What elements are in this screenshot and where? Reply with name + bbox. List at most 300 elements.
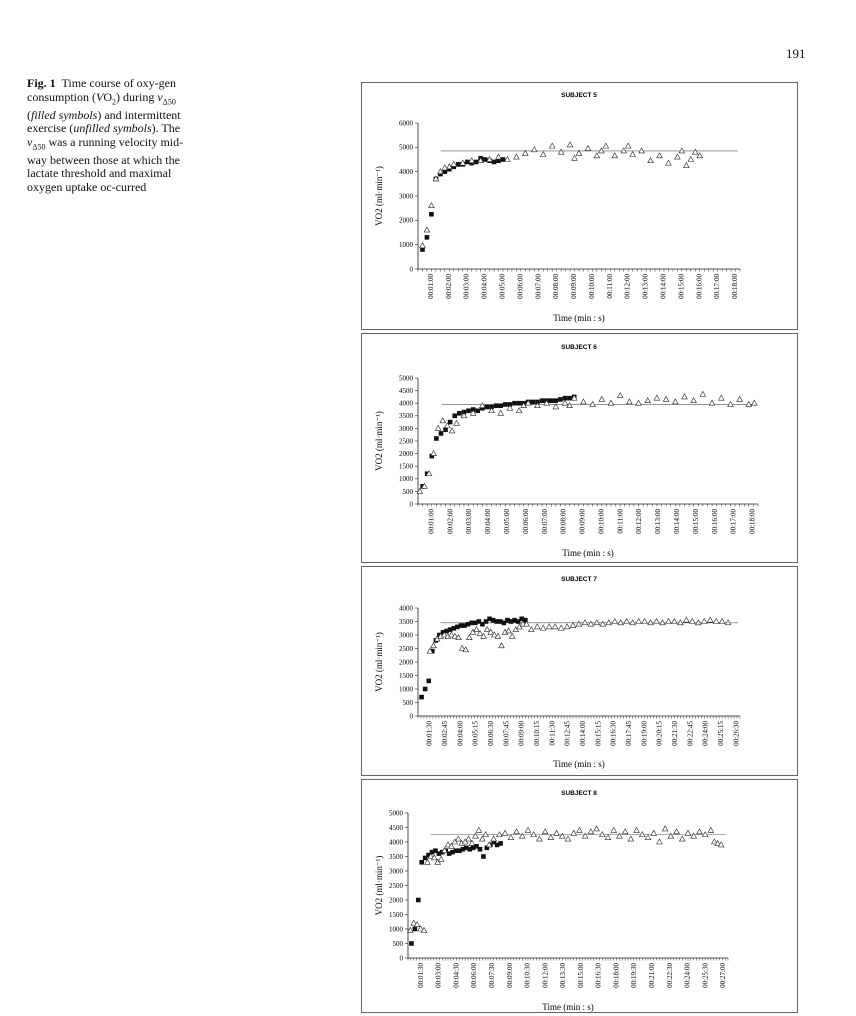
data-point-open — [502, 830, 508, 835]
x-tick-label: 00:21:00 — [648, 963, 656, 988]
data-point-open — [645, 835, 651, 840]
data-point-open — [528, 627, 534, 632]
data-point-open — [590, 401, 596, 406]
data-point-open — [438, 856, 444, 861]
data-point-open — [549, 143, 555, 148]
x-tick-label: 00:09:00 — [517, 721, 526, 746]
data-point-open — [648, 620, 654, 625]
x-tick-label: 00:10:00 — [597, 509, 606, 534]
data-point-open — [571, 830, 577, 835]
data-point-open — [552, 624, 558, 629]
data-point-open — [617, 393, 623, 398]
x-tick-label: 00:09:00 — [570, 274, 579, 299]
data-point-open — [455, 836, 461, 841]
y-tick-label: 4500 — [399, 387, 413, 395]
data-point-filled — [498, 403, 503, 408]
x-tick-label: 00:08:00 — [552, 274, 561, 299]
data-point-open — [454, 420, 460, 425]
x-tick-label: 00:24:00 — [701, 721, 710, 746]
data-point-open — [588, 829, 594, 834]
x-tick-label: 00:03:00 — [465, 509, 474, 534]
data-point-open — [645, 398, 651, 403]
data-point-open — [499, 643, 505, 648]
x-tick-label: 00:12:00 — [541, 963, 550, 988]
caption-velocity-sub: Δ50 — [162, 96, 176, 106]
data-point-filled — [419, 860, 424, 865]
y-tick-label: 3500 — [399, 617, 413, 626]
chart-subject-8 — [362, 780, 797, 1016]
chart-title: SUBJECT 6 — [561, 344, 597, 351]
x-tick-label: 00:04:00 — [456, 721, 465, 746]
x-tick-label: 00:22:30 — [665, 963, 674, 988]
y-tick-label: 5000 — [389, 809, 403, 818]
data-point-open — [466, 836, 472, 841]
data-point-open — [420, 243, 426, 248]
data-point-filled — [517, 401, 522, 406]
x-tick-label: 00:14:00 — [579, 721, 587, 746]
data-point-open — [651, 830, 657, 835]
x-tick-label: 00:16:30 — [594, 963, 603, 988]
x-tick-label: 00:15:15 — [594, 721, 603, 746]
x-tick-label: 00:08:00 — [559, 509, 568, 534]
data-point-filled — [413, 927, 418, 932]
data-point-open — [752, 400, 758, 405]
data-point-open — [548, 835, 554, 840]
data-point-open — [546, 624, 552, 629]
figure-label: Fig. 1 — [27, 76, 56, 90]
data-point-open — [582, 833, 588, 838]
data-point-open — [431, 643, 437, 648]
data-point-open — [728, 401, 734, 406]
x-tick-label: 00:10:30 — [523, 963, 532, 988]
x-tick-label: 00:18:00 — [748, 509, 757, 534]
data-point-open — [685, 830, 691, 835]
y-tick-label: 1000 — [399, 685, 413, 694]
data-point-filled — [540, 398, 545, 403]
data-point-filled — [448, 420, 453, 425]
data-point-open — [628, 836, 634, 841]
data-point-open — [612, 619, 618, 624]
data-point-open — [617, 833, 623, 838]
x-axis-label: Time (min : s) — [542, 1002, 594, 1012]
data-point-open — [559, 833, 565, 838]
chart-title: SUBJECT 8 — [561, 790, 597, 797]
x-tick-label: 00:06:30 — [487, 721, 495, 746]
data-point-open — [567, 142, 573, 147]
y-tick-label: 1500 — [399, 671, 413, 680]
y-tick-label: 0 — [399, 954, 403, 963]
data-point-open — [466, 635, 472, 640]
y-tick-label: 2000 — [399, 216, 413, 225]
data-point-open — [622, 829, 628, 834]
data-point-open — [431, 451, 437, 456]
y-tick-label: 2500 — [389, 881, 403, 890]
x-tick-label: 00:17:45 — [625, 721, 633, 746]
data-point-open — [435, 425, 441, 430]
data-point-open — [654, 395, 660, 400]
x-tick-label: 00:15:00 — [677, 274, 686, 299]
x-tick-label: 00:26:30 — [732, 721, 741, 746]
x-tick-label: 00:18:00 — [612, 963, 621, 988]
y-tick-label: 1500 — [399, 462, 413, 471]
data-point-open — [668, 833, 674, 838]
data-point-filled — [549, 398, 554, 403]
data-point-open — [684, 617, 690, 622]
y-tick-label: 1000 — [389, 925, 403, 934]
x-tick-label: 00:03:00 — [434, 963, 443, 988]
data-point-open — [612, 153, 618, 158]
y-tick-label: 2000 — [399, 450, 413, 458]
chart-panel-subject-5 — [361, 82, 798, 330]
data-point-open — [576, 621, 582, 626]
y-axis-label: VO2 (ml·min⁻¹) — [374, 166, 384, 226]
data-point-open — [449, 428, 455, 433]
y-tick-label: 6000 — [399, 119, 413, 128]
x-tick-label: 00:16:00 — [695, 274, 704, 299]
caption-text: ). The — [151, 121, 181, 136]
caption-text: ( — [27, 107, 31, 122]
x-tick-label: 00:07:00 — [534, 274, 543, 299]
y-tick-label: 3500 — [399, 412, 413, 421]
data-point-open — [581, 399, 587, 404]
data-point-open — [689, 619, 695, 624]
data-point-filled — [423, 687, 428, 692]
x-tick-label: 00:07:45 — [502, 721, 511, 746]
data-point-open — [648, 158, 654, 163]
data-point-open — [618, 620, 624, 625]
data-point-filled — [419, 695, 424, 700]
data-point-filled — [481, 854, 486, 859]
data-point-filled — [558, 397, 563, 402]
data-point-filled — [512, 401, 517, 406]
y-tick-label: 5000 — [399, 374, 413, 383]
data-point-open — [564, 624, 570, 629]
x-tick-label: 00:12:00 — [635, 509, 644, 534]
data-point-open — [599, 148, 605, 153]
data-point-open — [514, 154, 520, 159]
y-tick-label: 5000 — [399, 143, 413, 152]
data-point-filled — [492, 160, 497, 165]
x-tick-label: 00:01:30 — [425, 721, 434, 746]
y-tick-label: 0 — [409, 265, 413, 274]
chart-panel-subject-6 — [361, 333, 798, 563]
x-tick-label: 00:14:00 — [673, 509, 681, 534]
x-tick-label: 00:14:00 — [659, 274, 668, 299]
data-point-open — [594, 620, 600, 625]
caption-vo2-sub: 2 — [112, 96, 117, 106]
data-point-filled — [434, 436, 439, 441]
y-tick-label: 2500 — [399, 437, 413, 446]
data-point-filled — [531, 400, 536, 405]
data-point-open — [540, 152, 546, 157]
data-point-open — [657, 153, 663, 158]
y-tick-label: 0 — [409, 500, 413, 509]
x-tick-label: 00:01:00 — [427, 509, 436, 534]
x-tick-label: 00:04:30 — [452, 963, 461, 988]
data-point-open — [662, 826, 668, 831]
data-point-open — [582, 620, 588, 625]
data-point-open — [701, 619, 707, 624]
data-point-open — [531, 832, 537, 837]
data-point-filled — [466, 408, 471, 413]
data-point-filled — [452, 414, 457, 419]
x-tick-label: 00:25:15 — [717, 721, 725, 746]
data-point-open — [599, 832, 605, 837]
x-axis-label: Time (min : s) — [553, 313, 605, 323]
data-point-open — [605, 835, 611, 840]
y-tick-label: 500 — [392, 939, 403, 948]
data-point-open — [570, 623, 576, 628]
data-point-open — [636, 619, 642, 624]
chart-title: SUBJECT 7 — [561, 576, 597, 583]
y-tick-label: 2500 — [399, 644, 413, 653]
x-tick-label: 00:10:00 — [587, 274, 596, 299]
x-tick-label: 00:06:00 — [516, 274, 525, 299]
data-point-open — [608, 400, 614, 405]
caption-velocity-sub: Δ50 — [32, 142, 46, 152]
data-point-open — [599, 396, 605, 401]
y-tick-label: 1000 — [399, 475, 413, 484]
data-point-open — [585, 146, 591, 151]
x-tick-label: 00:11:30 — [548, 721, 557, 746]
y-axis-label: VO2 (ml·min⁻¹) — [374, 411, 384, 471]
data-point-open — [679, 148, 685, 153]
y-tick-label: 4000 — [399, 168, 413, 177]
x-tick-label: 00:09:00 — [578, 509, 587, 534]
data-point-open — [639, 148, 645, 153]
x-axis-label: Time (min : s) — [562, 548, 614, 558]
y-tick-label: 2000 — [399, 658, 413, 667]
data-point-open — [688, 157, 694, 162]
data-point-open — [719, 619, 725, 624]
data-point-open — [424, 227, 430, 232]
data-point-open — [691, 833, 697, 838]
data-point-open — [672, 619, 678, 624]
caption-velocity: v — [157, 89, 163, 104]
data-point-filled — [465, 160, 470, 165]
x-tick-label: 00:20:15 — [655, 721, 664, 746]
y-tick-label: 3000 — [399, 631, 413, 640]
caption-text: ) and intermittent exercise ( — [27, 107, 181, 136]
data-point-open — [639, 832, 645, 837]
data-point-open — [621, 148, 627, 153]
y-tick-label: 4000 — [399, 604, 413, 613]
x-tick-label: 00:22:45 — [686, 721, 695, 746]
data-point-open — [498, 410, 504, 415]
data-point-filled — [485, 405, 490, 410]
x-tick-label: 00:25:30 — [701, 963, 710, 988]
data-point-filled — [426, 679, 431, 684]
data-point-open — [702, 832, 708, 837]
x-tick-label: 00:17:00 — [729, 509, 738, 534]
data-point-open — [537, 836, 543, 841]
data-point-open — [484, 627, 490, 632]
x-tick-label: 00:02:00 — [446, 509, 455, 534]
data-point-open — [700, 391, 706, 396]
data-point-open — [474, 627, 480, 632]
caption-vo2-o: O — [103, 89, 113, 104]
data-point-open — [558, 625, 564, 630]
data-point-open — [675, 154, 681, 159]
data-point-open — [540, 625, 546, 630]
data-point-open — [451, 161, 457, 166]
data-point-filled — [478, 847, 483, 852]
x-tick-label: 00:16:00 — [710, 509, 719, 534]
data-point-open — [657, 839, 663, 844]
data-point-open — [483, 832, 489, 837]
data-point-open — [737, 396, 743, 401]
data-point-open — [672, 399, 678, 404]
data-point-open — [603, 143, 609, 148]
x-axis-label: Time (min : s) — [553, 759, 605, 769]
data-point-open — [718, 395, 724, 400]
chart-subject-5 — [362, 83, 797, 329]
data-point-open — [695, 620, 701, 625]
chart-subject-7 — [362, 567, 797, 775]
data-point-open — [707, 617, 713, 622]
data-point-open — [473, 833, 479, 838]
data-point-open — [636, 400, 642, 405]
y-tick-label: 500 — [402, 487, 413, 496]
x-tick-label: 00:19:00 — [640, 721, 649, 746]
y-tick-label: 3000 — [399, 192, 413, 201]
x-tick-label: 00:05:00 — [503, 509, 511, 534]
data-point-open — [709, 400, 715, 405]
data-point-open — [630, 620, 636, 625]
data-point-open — [725, 620, 731, 625]
x-tick-label: 00:11:00 — [605, 274, 614, 299]
x-tick-label: 00:17:00 — [713, 274, 722, 299]
data-point-open — [642, 619, 648, 624]
x-tick-label: 00:15:00 — [576, 963, 585, 988]
data-point-open — [469, 158, 475, 163]
data-point-open — [554, 830, 560, 835]
data-point-open — [684, 163, 690, 168]
data-point-open — [691, 398, 697, 403]
caption-velocity: v — [27, 134, 33, 149]
data-point-open — [611, 827, 617, 832]
data-point-open — [663, 396, 669, 401]
y-tick-label: 3000 — [399, 424, 413, 433]
page-number: 191 — [786, 46, 806, 61]
data-point-open — [542, 829, 548, 834]
data-point-filled — [567, 396, 572, 401]
caption-unfilled: unfilled symbols — [73, 121, 152, 136]
x-tick-label: 00:07:30 — [488, 963, 496, 988]
data-point-open — [627, 399, 633, 404]
x-tick-label: 00:06:00 — [521, 509, 530, 534]
data-point-open — [562, 400, 568, 405]
data-point-filled — [475, 408, 480, 413]
data-point-open — [496, 154, 502, 159]
data-point-open — [516, 408, 522, 413]
y-axis-label: VO2 (ml·min⁻¹) — [374, 632, 384, 692]
data-point-open — [491, 836, 497, 841]
data-point-filled — [425, 235, 430, 240]
x-tick-label: 00:01:00 — [426, 274, 435, 299]
x-tick-label: 00:10:15 — [533, 721, 541, 746]
data-point-open — [666, 160, 672, 165]
x-tick-label: 00:06:00 — [470, 963, 479, 988]
data-point-open — [525, 827, 531, 832]
chart-panel-subject-7 — [361, 566, 798, 776]
caption-text: ) during — [116, 89, 158, 104]
chart-panel-subject-8 — [361, 779, 798, 1013]
data-point-open — [606, 620, 612, 625]
data-point-open — [600, 621, 606, 626]
x-tick-label: 00:02:00 — [444, 274, 453, 299]
y-tick-label: 1500 — [389, 910, 403, 919]
data-point-filled — [429, 212, 434, 217]
data-point-filled — [474, 160, 479, 165]
data-point-open — [660, 620, 666, 625]
data-point-open — [630, 152, 636, 157]
data-point-open — [429, 203, 435, 208]
data-point-open — [746, 401, 752, 406]
data-point-open — [692, 149, 698, 154]
x-tick-label: 00:04:00 — [480, 274, 489, 299]
y-tick-label: 4000 — [389, 838, 403, 847]
data-point-open — [634, 827, 640, 832]
x-tick-label: 00:16:30 — [609, 721, 618, 746]
x-tick-label: 00:07:00 — [540, 509, 549, 534]
x-tick-label: 00:01:30 — [416, 963, 425, 988]
x-tick-label: 00:03:00 — [462, 274, 471, 299]
x-tick-label: 00:12:00 — [623, 274, 632, 299]
x-tick-label: 00:04:00 — [484, 509, 493, 534]
data-point-filled — [439, 431, 444, 436]
data-point-open — [713, 619, 719, 624]
y-tick-label: 2000 — [389, 896, 403, 905]
data-point-open — [476, 827, 482, 832]
x-tick-label: 00:05:00 — [498, 274, 507, 299]
x-tick-label: 00:24:00 — [683, 963, 692, 988]
data-point-open — [508, 835, 514, 840]
x-tick-label: 00:13:30 — [559, 963, 568, 988]
data-point-filled — [457, 411, 462, 416]
figure-caption — [27, 77, 195, 195]
data-point-filled — [409, 941, 414, 946]
x-tick-label: 00:13:00 — [641, 274, 650, 299]
chart-title: SUBJECT 5 — [561, 92, 597, 99]
x-tick-label: 00:02:45 — [441, 721, 449, 746]
data-point-open — [519, 833, 525, 838]
data-point-open — [682, 394, 688, 399]
x-tick-label: 00:13:00 — [654, 509, 663, 534]
data-point-open — [565, 836, 571, 841]
x-tick-label: 00:27:00 — [719, 963, 728, 988]
data-point-open — [624, 619, 630, 624]
data-point-open — [534, 624, 540, 629]
data-point-open — [594, 826, 600, 831]
data-point-open — [674, 829, 680, 834]
data-point-open — [440, 418, 446, 423]
data-point-filled — [498, 841, 503, 846]
data-point-open — [558, 149, 564, 154]
y-tick-label: 500 — [402, 698, 413, 707]
data-point-open — [509, 633, 515, 638]
y-tick-label: 4000 — [399, 399, 413, 408]
caption-filled: filled symbols — [31, 107, 98, 122]
data-point-open — [531, 147, 537, 152]
x-tick-label: 00:05:15 — [471, 721, 480, 746]
data-point-open — [678, 620, 684, 625]
x-tick-label: 00:12:45 — [563, 721, 572, 746]
data-point-open — [654, 619, 660, 624]
y-axis-label: VO2 (ml·min⁻¹) — [374, 855, 384, 916]
data-point-open — [708, 827, 714, 832]
x-tick-label: 00:21:30 — [671, 721, 679, 746]
